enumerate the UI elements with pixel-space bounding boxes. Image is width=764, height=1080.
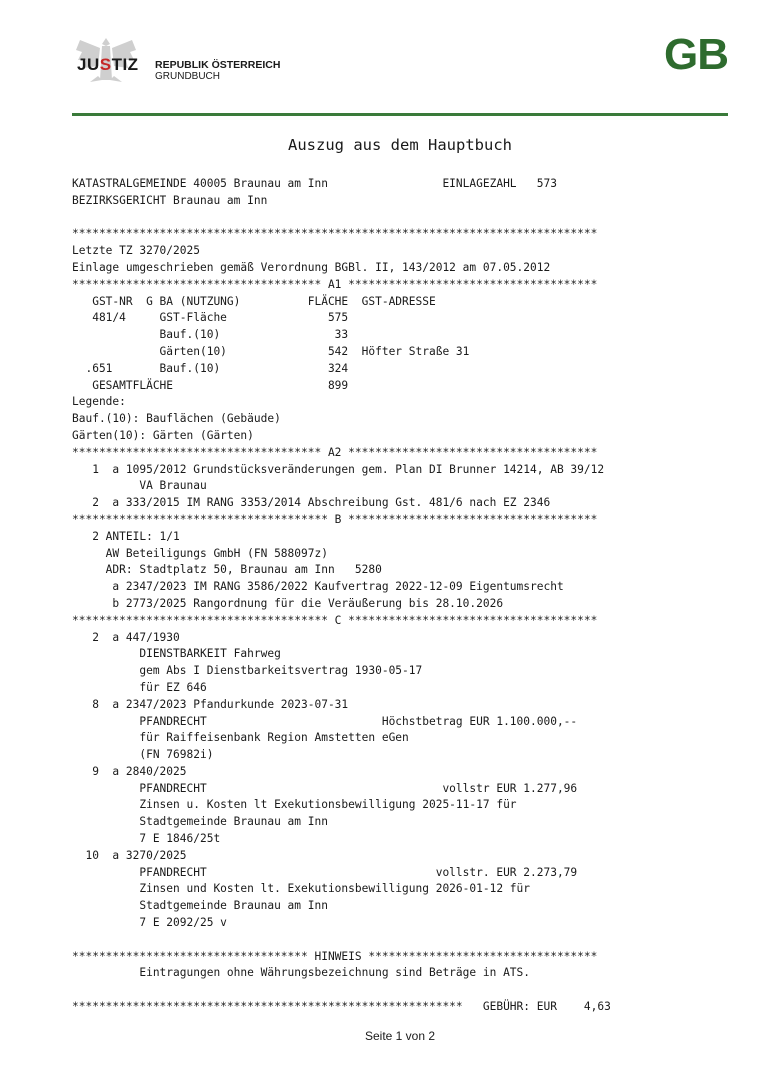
document-line: KATASTRALGEMEINDE 40005 Braunau am Inn EINLAGEZAHL 573 [72,177,557,190]
document-line: Einlage umgeschrieben gemäß Verordnung BGBl. II, 143/2012 am 07.05.2012 [72,260,551,274]
document-line: Legende: [72,395,126,409]
document-line: ********************************************************** GEBÜHR: EUR 4,63 [72,1000,611,1014]
document-line [72,210,611,227]
document-line: ************************************** B ************************************* [72,512,598,526]
document-line: GST-NR G BA (NUTZUNG) FLÄCHE GST-ADRESSE [72,294,436,308]
document-line: PFANDRECHT Höchstbetrag EUR 1.100.000,-- [72,714,578,728]
document-line: DIENSTBARKEIT Fahrweg [72,647,281,661]
document-line: AW Beteiligungs GmbH (FN 588097z) [72,546,328,560]
issuer-line-1: REPUBLIK ÖSTERREICH [155,59,281,71]
document-line [72,982,611,999]
document-line: Letzte TZ 3270/2025 [72,244,200,258]
document-line: Stadtgemeinde Braunau am Inn [72,899,328,913]
document-line: Gärten(10) 542 Höfter Straße 31 [72,344,470,358]
document-line: gem Abs I Dienstbarkeitsvertrag 1930-05-17 [72,664,423,678]
document-line: ************************************* A1 ************************************* [72,277,598,291]
document-line: 481/4 GST-Fläche 575 [72,311,349,325]
document-line: PFANDRECHT vollstr EUR 1.277,96 [72,781,578,795]
document-line: Bauf.(10): Bauflächen (Gebäude) [72,412,281,426]
document-line: Zinsen und Kosten lt. Exekutionsbewilligung 2026-01-12 für [72,882,531,896]
issuer-line-2: GRUNDBUCH [155,71,220,82]
document-line: Bauf.(10) 33 [72,328,349,342]
document-line: 7 E 2092/25 v [72,916,227,930]
document-line: a 2347/2023 IM RANG 3586/2022 Kaufvertrag 2022-12-09 Eigentumsrecht [72,580,564,594]
document-line: 2 a 333/2015 IM RANG 3353/2014 Abschreibung Gst. 481/6 nach EZ 2346 [72,496,551,510]
document-line: b 2773/2025 Rangordnung für die Veräußerung bis 28.10.2026 [72,596,504,610]
document-title: Auszug aus dem Hauptbuch [288,136,512,154]
document-line: *********************************** HINWEIS ********************************** [72,949,598,963]
document-line: ADR: Stadtplatz 50, Braunau am Inn 5280 [72,563,382,577]
document-line [72,932,611,949]
justiz-logo [72,36,140,84]
document-line: VA Braunau [72,479,207,493]
document-line: 2 a 447/1930 [72,630,180,644]
document-line: für EZ 646 [72,680,207,694]
document-line: 8 a 2347/2023 Pfandurkunde 2023-07-31 [72,697,349,711]
document-line: ************************************* A2 ************************************* [72,445,598,459]
document-line: ************************************** C ************************************* [72,613,598,627]
document-line: 2 ANTEIL: 1/1 [72,529,180,543]
document-line: 9 a 2840/2025 [72,764,187,778]
document-line: Stadtgemeinde Braunau am Inn [72,815,328,829]
document-line: BEZIRKSGERICHT Braunau am Inn [72,193,268,207]
document-line: PFANDRECHT vollstr. EUR 2.273,79 [72,865,578,879]
document-line: .651 Bauf.(10) 324 [72,361,349,375]
document-line: ****************************************************************************** [72,227,598,241]
justiz-wordmark: JUSTIZ [77,55,139,74]
document-body [72,176,611,1016]
document-line: 10 a 3270/2025 [72,848,187,862]
document-line: Gärten(10): Gärten (Gärten) [72,428,254,442]
register-code: GB [664,30,728,79]
document-line: 7 E 1846/25t [72,832,221,846]
document-line: Eintragungen ohne Währungsbezeichnung sind Beträge in ATS. [72,966,531,980]
document-line: 1 a 1095/2012 Grundstücksveränderungen gem. Plan DI Brunner 14214, AB 39/12 [72,462,605,476]
document-line: für Raiffeisenbank Region Amstetten eGen [72,731,409,745]
document-line: GESAMTFLÄCHE 899 [72,378,349,392]
document-line: Zinsen u. Kosten lt Exekutionsbewilligung 2025-11-17 für [72,798,517,812]
header-divider [72,113,728,116]
page-footer: Seite 1 von 2 [364,1029,436,1043]
document-line: (FN 76982i) [72,748,214,762]
issuer-block [155,59,280,83]
